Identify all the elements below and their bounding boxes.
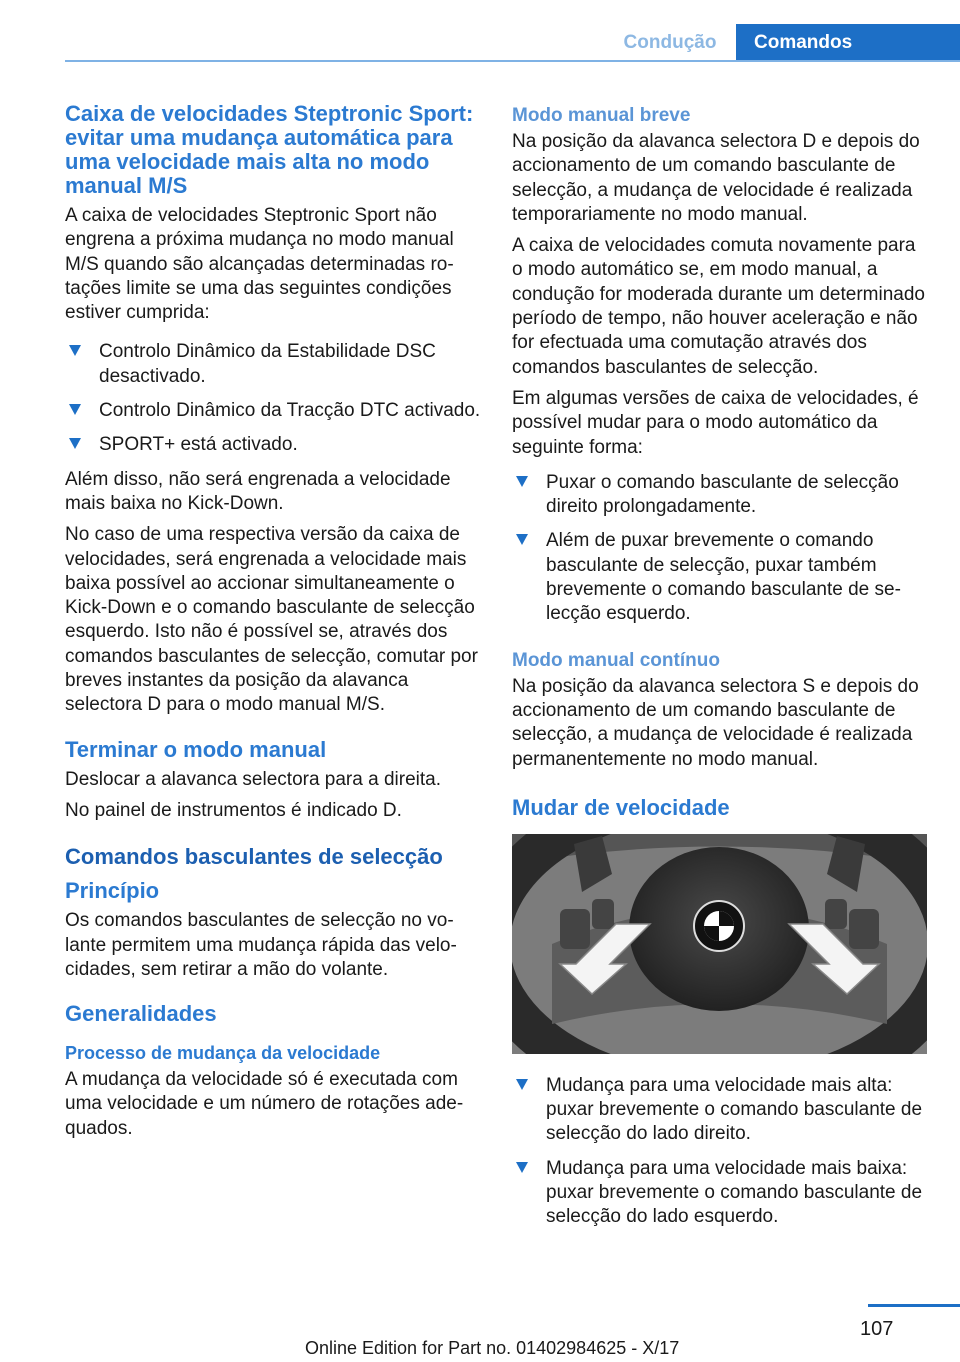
triangle-bullet-icon <box>516 476 528 487</box>
heading-steptronic: Caixa de velocidades Steptronic Sport: evitar uma mudança automática para uma velocidade mais alta no modo manual M/S <box>65 101 474 198</box>
heading-principio: Princípio <box>65 878 160 904</box>
page-number: 107 <box>860 1318 894 1340</box>
list-item-text: Mudança para uma velocidade mais baixa: puxar brevemente o comando basculante de selecção do lado esquerdo. <box>546 1157 923 1228</box>
heading-processo: Processo de mudança da velocidade <box>65 1043 381 1064</box>
list-item <box>65 433 483 457</box>
paragraph-caso: No caso de uma respectiva versão da caixa de velocidades, será engrenada a velocidade mais baixa possível ao accionar simultaneamente o Kick-Down e o comando basculante de selecção esquerdo. Isto não é possível se, através dos comandos basculantes de selecção, comutar por breves instantes da posição da alavanca selectora D para o modo manual M/S. <box>65 524 478 716</box>
steering-wheel-illustration <box>512 834 927 1054</box>
triangle-bullet-icon <box>516 1079 528 1090</box>
paragraph-alem: Além disso, não será engrenada a velocidade mais baixa no Kick-Down. <box>65 468 451 514</box>
left-column <box>65 102 483 1148</box>
list-item-text: Controlo Dinâmico da Estabilidade DSC desactivado. <box>99 341 436 387</box>
condition-list <box>65 332 483 457</box>
paragraph-principio: Os comandos basculantes de selecção no volante permitem uma mudança rápida das velocidades, sem retirar a mão do volante. <box>65 910 457 980</box>
edition-note: Online Edition for Part no. 01402984625 - X/17 <box>305 1338 680 1358</box>
list-item <box>65 340 483 389</box>
paragraph-breve: Na posição da alavanca selectora D e depois do accionamento de um comando basculante de selecção, a mudança de velocidade é realizada temporariamente no modo manual. <box>512 131 920 225</box>
auto-mode-list <box>512 467 930 627</box>
list-item-text: SPORT+ está activado. <box>99 434 298 456</box>
paragraph-steptronic: A caixa de velocidades Steptronic Sport não engrena a próxima mudança no modo manual M/S quando são alcançadas determinadas rotações limite se uma das seguintes condições estiver cumprida: <box>65 205 454 324</box>
list-item <box>512 1157 930 1230</box>
heading-comandos: Comandos basculantes de selecção <box>65 844 443 870</box>
paragraph-painel: No painel de instrumentos é indicado D. <box>65 799 402 821</box>
tab-conducao[interactable]: Condução <box>623 32 717 53</box>
list-item <box>512 1074 930 1147</box>
list-item <box>512 529 930 626</box>
shift-list <box>512 1072 930 1230</box>
header-divider <box>65 60 960 62</box>
list-item <box>65 399 483 423</box>
tab-comandos[interactable]: Comandos <box>736 24 960 62</box>
triangle-bullet-icon <box>69 345 81 356</box>
heading-mudar: Mudar de velocidade <box>512 794 730 820</box>
triangle-bullet-icon <box>69 404 81 415</box>
list-item-text: Controlo Dinâmico da Tracção DTC activado. <box>99 400 481 422</box>
steering-wheel-figure <box>512 834 927 1054</box>
right-column <box>512 104 930 1240</box>
triangle-bullet-icon <box>69 438 81 449</box>
paragraph-deslocar: Deslocar a alavanca selectora para a direita. <box>65 768 441 790</box>
triangle-bullet-icon <box>516 534 528 545</box>
heading-terminar: Terminar o modo manual <box>65 736 327 762</box>
triangle-bullet-icon <box>516 1162 528 1173</box>
heading-generalidades: Generalidades <box>65 1001 217 1027</box>
list-item-text: Puxar o comando basculante de selecção direito prolongadamente. <box>546 471 899 518</box>
list-item-text: Além de puxar brevemente o comando basculante de selecção, puxar também brevemente o comando basculante de selecção esquerdo. <box>546 530 901 625</box>
heading-modo-breve: Modo manual breve <box>512 105 691 126</box>
footer-divider <box>868 1304 960 1307</box>
paragraph-continuo: Na posição da alavanca selectora S e depois do accionamento de um comando basculante de selecção, a mudança de velocidade é realizada permanentemente no modo manual. <box>512 675 919 770</box>
list-item-text: Mudança para uma velocidade mais alta: puxar brevemente o comando basculante de selecção do lado direito. <box>546 1074 923 1145</box>
paragraph-comuta: A caixa de velocidades comuta novamente para o modo automático se, em modo manual, a condução for moderada durante um determinado período de tempo, não houver aceleração e não for efectuada uma comutação através dos comandos basculantes de selecção. <box>512 235 925 378</box>
list-item <box>512 471 930 520</box>
paragraph-processo: A mudança da velocidade só é executada com uma velocidade e um número de rotações adequados. <box>65 1069 464 1139</box>
paragraph-algumas: Em algumas versões de caixa de velocidades, é possível mudar para o modo automático da seguinte forma: <box>512 387 919 458</box>
heading-modo-continuo: Modo manual contínuo <box>512 649 720 671</box>
